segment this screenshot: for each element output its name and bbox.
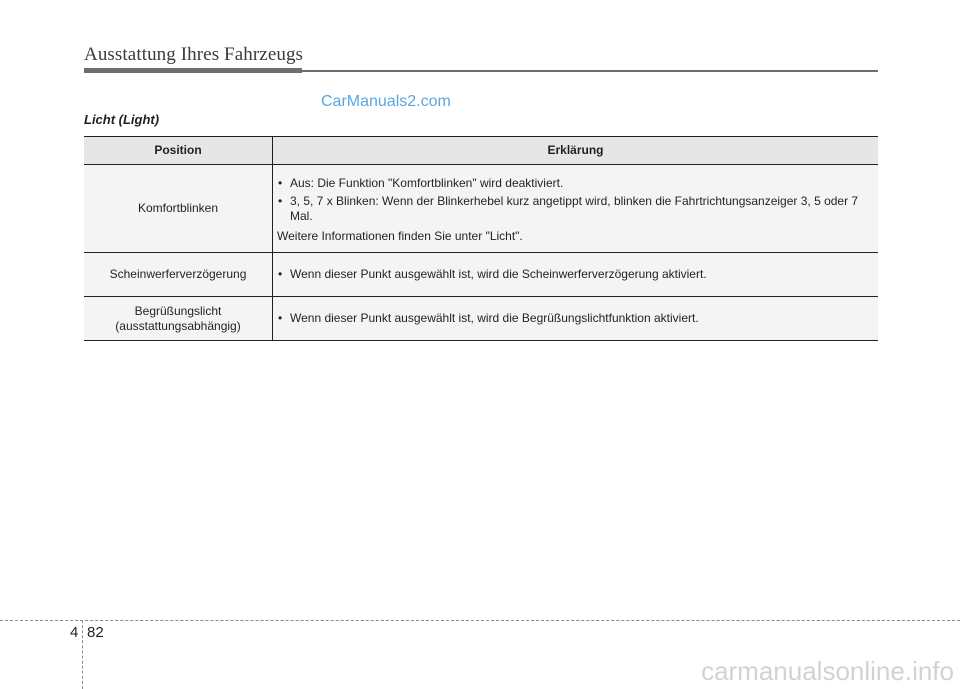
header-underline: [84, 70, 878, 72]
section-title: Licht (Light): [84, 112, 160, 127]
watermark-link-top[interactable]: CarManuals2.com: [321, 93, 451, 110]
position-label-sub: (ausstattungsabhängig): [115, 318, 241, 333]
explanation-bullet: • Wenn dieser Punkt ausgewählt ist, wird die Begrüßungslichtfunktion aktiviert.: [277, 311, 878, 326]
position-cell: [84, 297, 273, 341]
explanation-bullet: • Wenn dieser Punkt ausgewählt ist, wird die Scheinwerferverzögerung aktiviert.: [277, 267, 878, 282]
chapter-number: 4: [70, 624, 79, 641]
position-label: Scheinwerferverzögerung: [109, 267, 247, 281]
page-header-title: Ausstattung Ihres Fahrzeugs: [84, 44, 304, 65]
page-number: 82: [87, 624, 104, 641]
position-label: Komfortblinken: [137, 201, 219, 215]
position-label: Begrüßungslicht: [134, 303, 222, 318]
table-row: [84, 165, 878, 253]
footer-vertical-divider: [82, 620, 83, 689]
settings-table: [84, 136, 878, 341]
explanation-cell: [273, 297, 879, 341]
header-explanation: Erklärung: [273, 137, 879, 165]
explanation-bullet: • Aus: Die Funktion "Komfortblinken" wird deaktiviert.: [277, 176, 878, 191]
explanation-cell: [273, 165, 879, 253]
explanation-note: Weitere Informationen finden Sie unter "Licht".: [277, 229, 523, 243]
position-cell: [84, 253, 273, 297]
table-row: [84, 297, 878, 341]
table-header-row: [84, 137, 878, 165]
watermark-link-bottom[interactable]: carmanualsonline.info: [701, 656, 954, 686]
header-position: Position: [84, 137, 273, 165]
footer-divider: [0, 620, 960, 621]
explanation-bullet: • 3, 5, 7 x Blinken: Wenn der Blinkerhebel kurz angetippt wird, blinken die Fahrtrichtungsanzeiger 3, 5 oder 7 Mal.: [277, 194, 878, 224]
explanation-cell: [273, 253, 879, 297]
position-cell: [84, 165, 273, 253]
table-row: [84, 253, 878, 297]
